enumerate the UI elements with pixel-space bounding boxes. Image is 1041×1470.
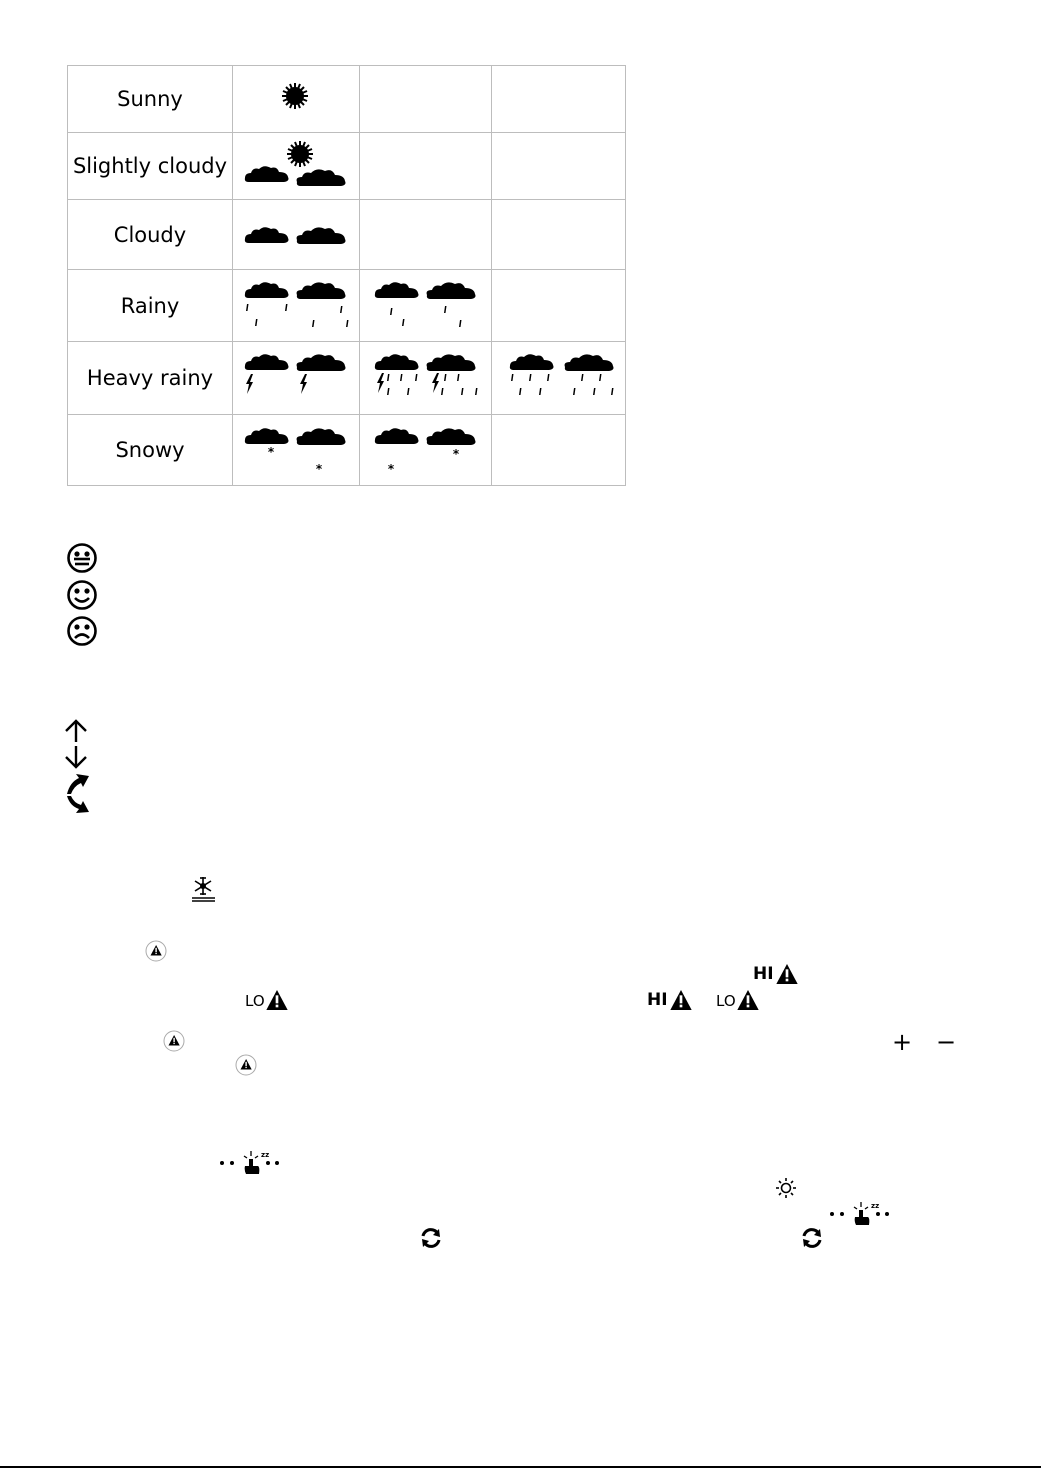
refresh-icon	[419, 1226, 443, 1250]
lo-alert-icon	[245, 990, 288, 1010]
arrow-down-icon	[66, 746, 86, 767]
empty-cell	[492, 66, 626, 133]
hi-label: HI	[647, 990, 668, 1010]
svg-text:zz: zz	[871, 1202, 880, 1210]
weather-label-heavy-rainy: Heavy rainy	[68, 342, 233, 415]
empty-cell	[360, 200, 492, 270]
svg-text:zz: zz	[261, 1151, 270, 1159]
lo-label: LO	[245, 992, 265, 1010]
heavy-rain-icon	[492, 342, 626, 415]
lo-alert-icon	[716, 990, 759, 1010]
weather-label-slightly-cloudy: Slightly cloudy	[68, 133, 233, 200]
cloudy-icon	[233, 200, 360, 270]
sad-face-icon	[69, 618, 96, 645]
weather-label-rainy: Rainy	[68, 270, 233, 342]
empty-cell	[360, 66, 492, 133]
empty-cell	[492, 270, 626, 342]
arrow-up-icon	[66, 721, 86, 742]
weather-label-sunny: Sunny	[68, 66, 233, 133]
snow-light-icon	[233, 415, 360, 486]
empty-cell	[492, 415, 626, 486]
lo-label: LO	[716, 992, 736, 1010]
refresh-icon	[800, 1226, 824, 1250]
alert-circle-icon	[235, 1054, 257, 1076]
curved-arrow-down-icon	[67, 796, 89, 813]
weather-label-cloudy: Cloudy	[68, 200, 233, 270]
snow-icon	[360, 415, 492, 486]
empty-cell	[492, 133, 626, 200]
neutral-face-icon	[69, 545, 96, 572]
snooze-touch-icon	[218, 1148, 282, 1176]
comfort-icons	[66, 542, 100, 648]
empty-cell	[360, 133, 492, 200]
backlight-icon	[775, 1177, 797, 1199]
curved-arrow-up-icon	[67, 774, 89, 794]
thunderstorm-rain-icon	[360, 342, 492, 415]
thunder-icon	[233, 342, 360, 415]
minus-symbol: −	[936, 1028, 957, 1056]
weather-label-snowy: Snowy	[68, 415, 233, 486]
weather-forecast-table	[67, 65, 626, 486]
sun-icon	[233, 66, 360, 133]
hi-alert-icon	[753, 964, 798, 984]
sun-cloud-icon	[233, 133, 360, 200]
empty-cell	[492, 200, 626, 270]
frost-alert-icon	[191, 876, 216, 902]
page-bottom-rule	[0, 1466, 1041, 1468]
hi-label: HI	[753, 964, 774, 984]
alert-circle-icon	[145, 940, 167, 962]
trend-icons	[62, 718, 96, 822]
happy-face-icon	[69, 582, 96, 609]
rain-light-icon	[233, 270, 360, 342]
hi-alert-icon	[647, 990, 692, 1010]
plus-symbol: +	[892, 1028, 913, 1056]
rain-drizzle-icon	[360, 270, 492, 342]
snooze-touch-icon	[828, 1199, 892, 1227]
alert-circle-icon	[163, 1030, 185, 1052]
